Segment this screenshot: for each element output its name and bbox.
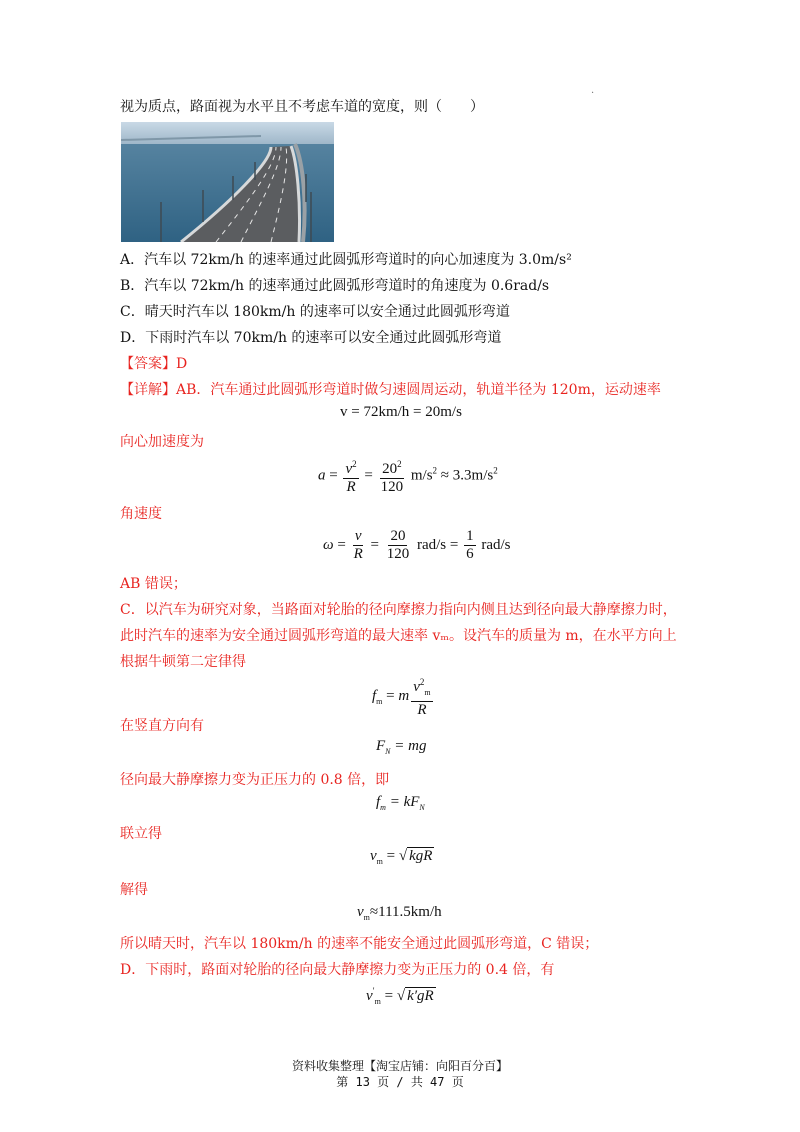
equation-newton: $f_m = m$ $\frac{v^2_m}{R}$ xyxy=(372,674,435,719)
option-a: A．汽车以 72km/h 的速率通过此圆弧形弯道时的向心加速度为 3.0m/s² xyxy=(120,252,572,268)
label-combine: 联立得 xyxy=(120,826,162,842)
footer-shop: 资料收集整理【淘宝店铺：向阳百分百】 xyxy=(291,1059,508,1073)
equation-vertical: $F_N$ = mg xyxy=(376,738,427,756)
d-analysis: D．下雨时，路面对轮胎的径向最大静摩擦力变为正压力的 0.4 倍，有 xyxy=(120,962,555,978)
detail-intro: 【详解】AB．汽车通过此圆弧形弯道时做匀速圆周运动，轨道半径为 120m，运动速率 xyxy=(120,382,661,398)
equation-combine: $v_m$ = √ kgR xyxy=(370,848,433,866)
equation-speed: v = 72km/h = 20m/s xyxy=(340,404,462,420)
c-conclusion: 所以晴天时，汽车以 180km/h 的速率不能安全通过此圆弧形弯道，C 错误； xyxy=(120,936,599,952)
equation-friction: $f_m = kF_N$ xyxy=(376,794,425,812)
bridge-image xyxy=(121,122,334,242)
c-analysis-line2: 此时汽车的速率为安全通过圆弧形弯道的最大速率 vₘ。设汽车的质量为 m，在水平方向上 xyxy=(120,628,677,644)
equation-omega: ω = $\frac{v}{R}$ = $\frac{20}{120}$ rad/s = $\frac{1}{6}$ rad/s xyxy=(323,528,511,562)
ab-wrong: AB 错误； xyxy=(120,576,187,592)
label-friction: 径向最大静摩擦力变为正压力的 0.8 倍，即 xyxy=(120,772,390,788)
bridge-photo xyxy=(121,122,334,242)
option-c: C．晴天时汽车以 180km/h 的速率可以安全通过此圆弧形弯道 xyxy=(120,304,510,320)
label-solve: 解得 xyxy=(120,882,148,898)
corner-dot: · xyxy=(591,88,595,99)
label-vertical: 在竖直方向有 xyxy=(120,718,204,734)
option-d: D．下雨时汽车以 70km/h 的速率可以安全通过此圆弧形弯道 xyxy=(120,330,502,346)
c-analysis-line1: C．以汽车为研究对象，当路面对轮胎的径向摩擦力指向内侧且达到径向最大静摩擦力时， xyxy=(120,602,677,618)
question-intro: 视为质点，路面视为水平且不考虑车道的宽度，则（ ） xyxy=(120,99,484,115)
option-b: B．汽车以 72km/h 的速率通过此圆弧形弯道时的角速度为 0.6rad/s xyxy=(120,278,550,294)
equation-acceleration: a = $\frac{v^2}{R}$ = $\frac{20^2}{120}$ $m/s^2 \approx 3.3m/s^2$ xyxy=(318,456,498,496)
equation-rain: $v'_m$ = √ k′gR xyxy=(366,986,434,1006)
answer: 【答案】D xyxy=(120,356,188,372)
label-centripetal: 向心加速度为 xyxy=(120,434,204,450)
equation-solve: $v_m\approx 111.5km/h$ xyxy=(357,904,442,922)
label-angular: 角速度 xyxy=(120,506,162,522)
c-analysis-line3: 根据牛顿第二定律得 xyxy=(120,654,246,670)
footer-page-number: 第 13 页 / 共 47 页 xyxy=(336,1075,464,1089)
